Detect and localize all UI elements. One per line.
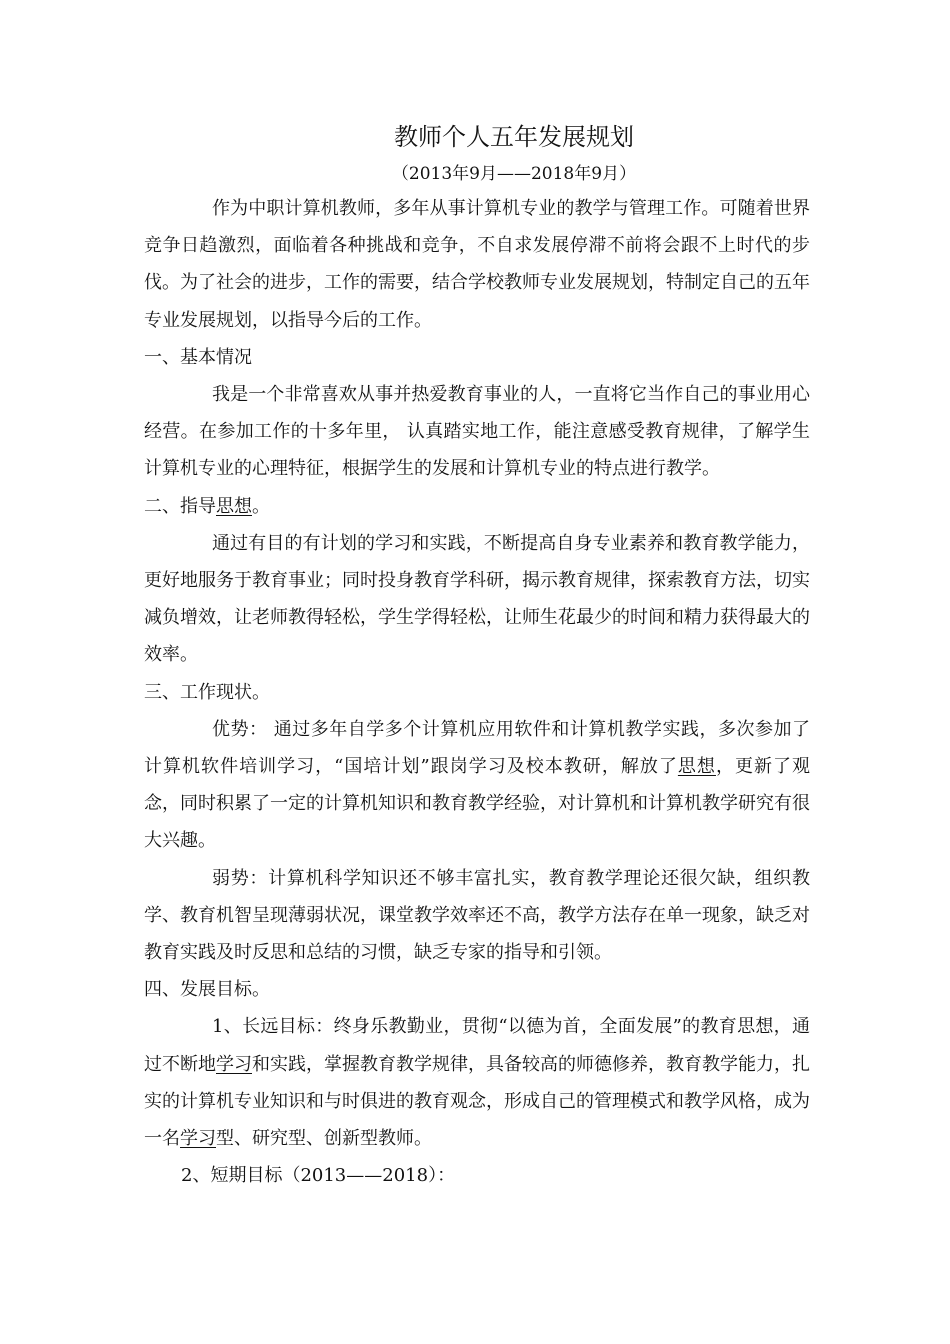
advantage-text-a: 优势： 通过多年自学多个计算机应用软件和计算机教学实践，多次参加了计算机软件培训学习，“国培计划”跟岗学习及校本教研，解放了 <box>144 718 810 778</box>
study-link-2[interactable]: 学习 <box>180 1128 216 1150</box>
thought-link[interactable]: 思想 <box>216 495 252 517</box>
document-subtitle: （2013年9月——2018年9月） <box>391 164 637 184</box>
basic-info-paragraph: 我是一个非常喜欢从事并热爱教育事业的人，一直将它当作自己的事业用心经营。在参加工作的十多年里， 认真踏实地工作，能注意感受教育规律，了解学生计算机专业的心理特征，根据学生的发展和计算机专业的特点进行教学。 <box>144 384 810 480</box>
weakness-paragraph: 弱势：计算机科学知识还不够丰富扎实，教育教学理论还很欠缺，组织教学、教育机智呈现薄弱状况，课堂教学效率还不高，教学方法存在单一现象，缺乏对教育实践及时反思和总结的习惯，缺乏专家的指导和引领。 <box>144 867 810 964</box>
intro-paragraph: 作为中职计算机教师，多年从事计算机专业的教学与管理工作。可随着世界竞争日趋激烈，面临着各种挑战和竞争，不自求发展停滞不前将会跟不上时代的步伐。为了社会的进步，工作的需要，结合学校教师专业发展规划，特制定自己的五年专业发展规划，以指导今后的工作。 <box>144 198 810 331</box>
heading-punct: 。 <box>252 495 270 517</box>
study-link-1[interactable]: 学习 <box>216 1053 252 1075</box>
document-title: 教师个人五年发展规划 <box>394 123 634 151</box>
goal-text-a: 1、长远目标：终身乐教勤业，贯彻“以德为首，全面发展”的教育思想，通过不断地 <box>144 1016 810 1075</box>
heading-text: 二、指导 <box>144 495 216 517</box>
guiding-thought-paragraph: 通过有目的有计划的学习和实践，不断提高自身专业素养和教育教学能力，更好地服务于教育事业；同时投身教育学科研，揭示教育规律，探索教育方法，切实减负增效，让老师教得轻松，学生学得轻松，让师生花最少的时间和精力获得最大的效率。 <box>144 532 810 666</box>
long-term-goal-paragraph <box>144 1008 810 1157</box>
section-heading-guiding-thought <box>144 488 810 525</box>
goal-text-b: 和实践，掌握教育教学规律，具备较高的师德修养，教育教学能力，扎实的计算机专业知识和与时俱进的教育观念，形成自己的管理模式和教学风格，成为一名 <box>144 1053 810 1150</box>
document-body <box>144 190 810 1194</box>
section-heading-current-status: 三、工作现状。 <box>144 681 270 703</box>
section-heading-basic-info: 一、基本情况 <box>144 346 252 368</box>
advantage-text-b: ，更新了观念，同时积累了一定的计算机知识和教育教学经验，对计算机和计算机教学研究有很大兴趣。 <box>144 756 811 852</box>
goal-text-c: 型、研究型、创新型教师。 <box>216 1128 432 1150</box>
advantage-paragraph <box>144 711 810 860</box>
thought-link-advantage[interactable]: 思想 <box>677 756 716 778</box>
section-heading-goals: 四、发展目标。 <box>144 979 270 1001</box>
short-term-goal-line: 2、短期目标（2013——2018）： <box>181 1165 456 1187</box>
